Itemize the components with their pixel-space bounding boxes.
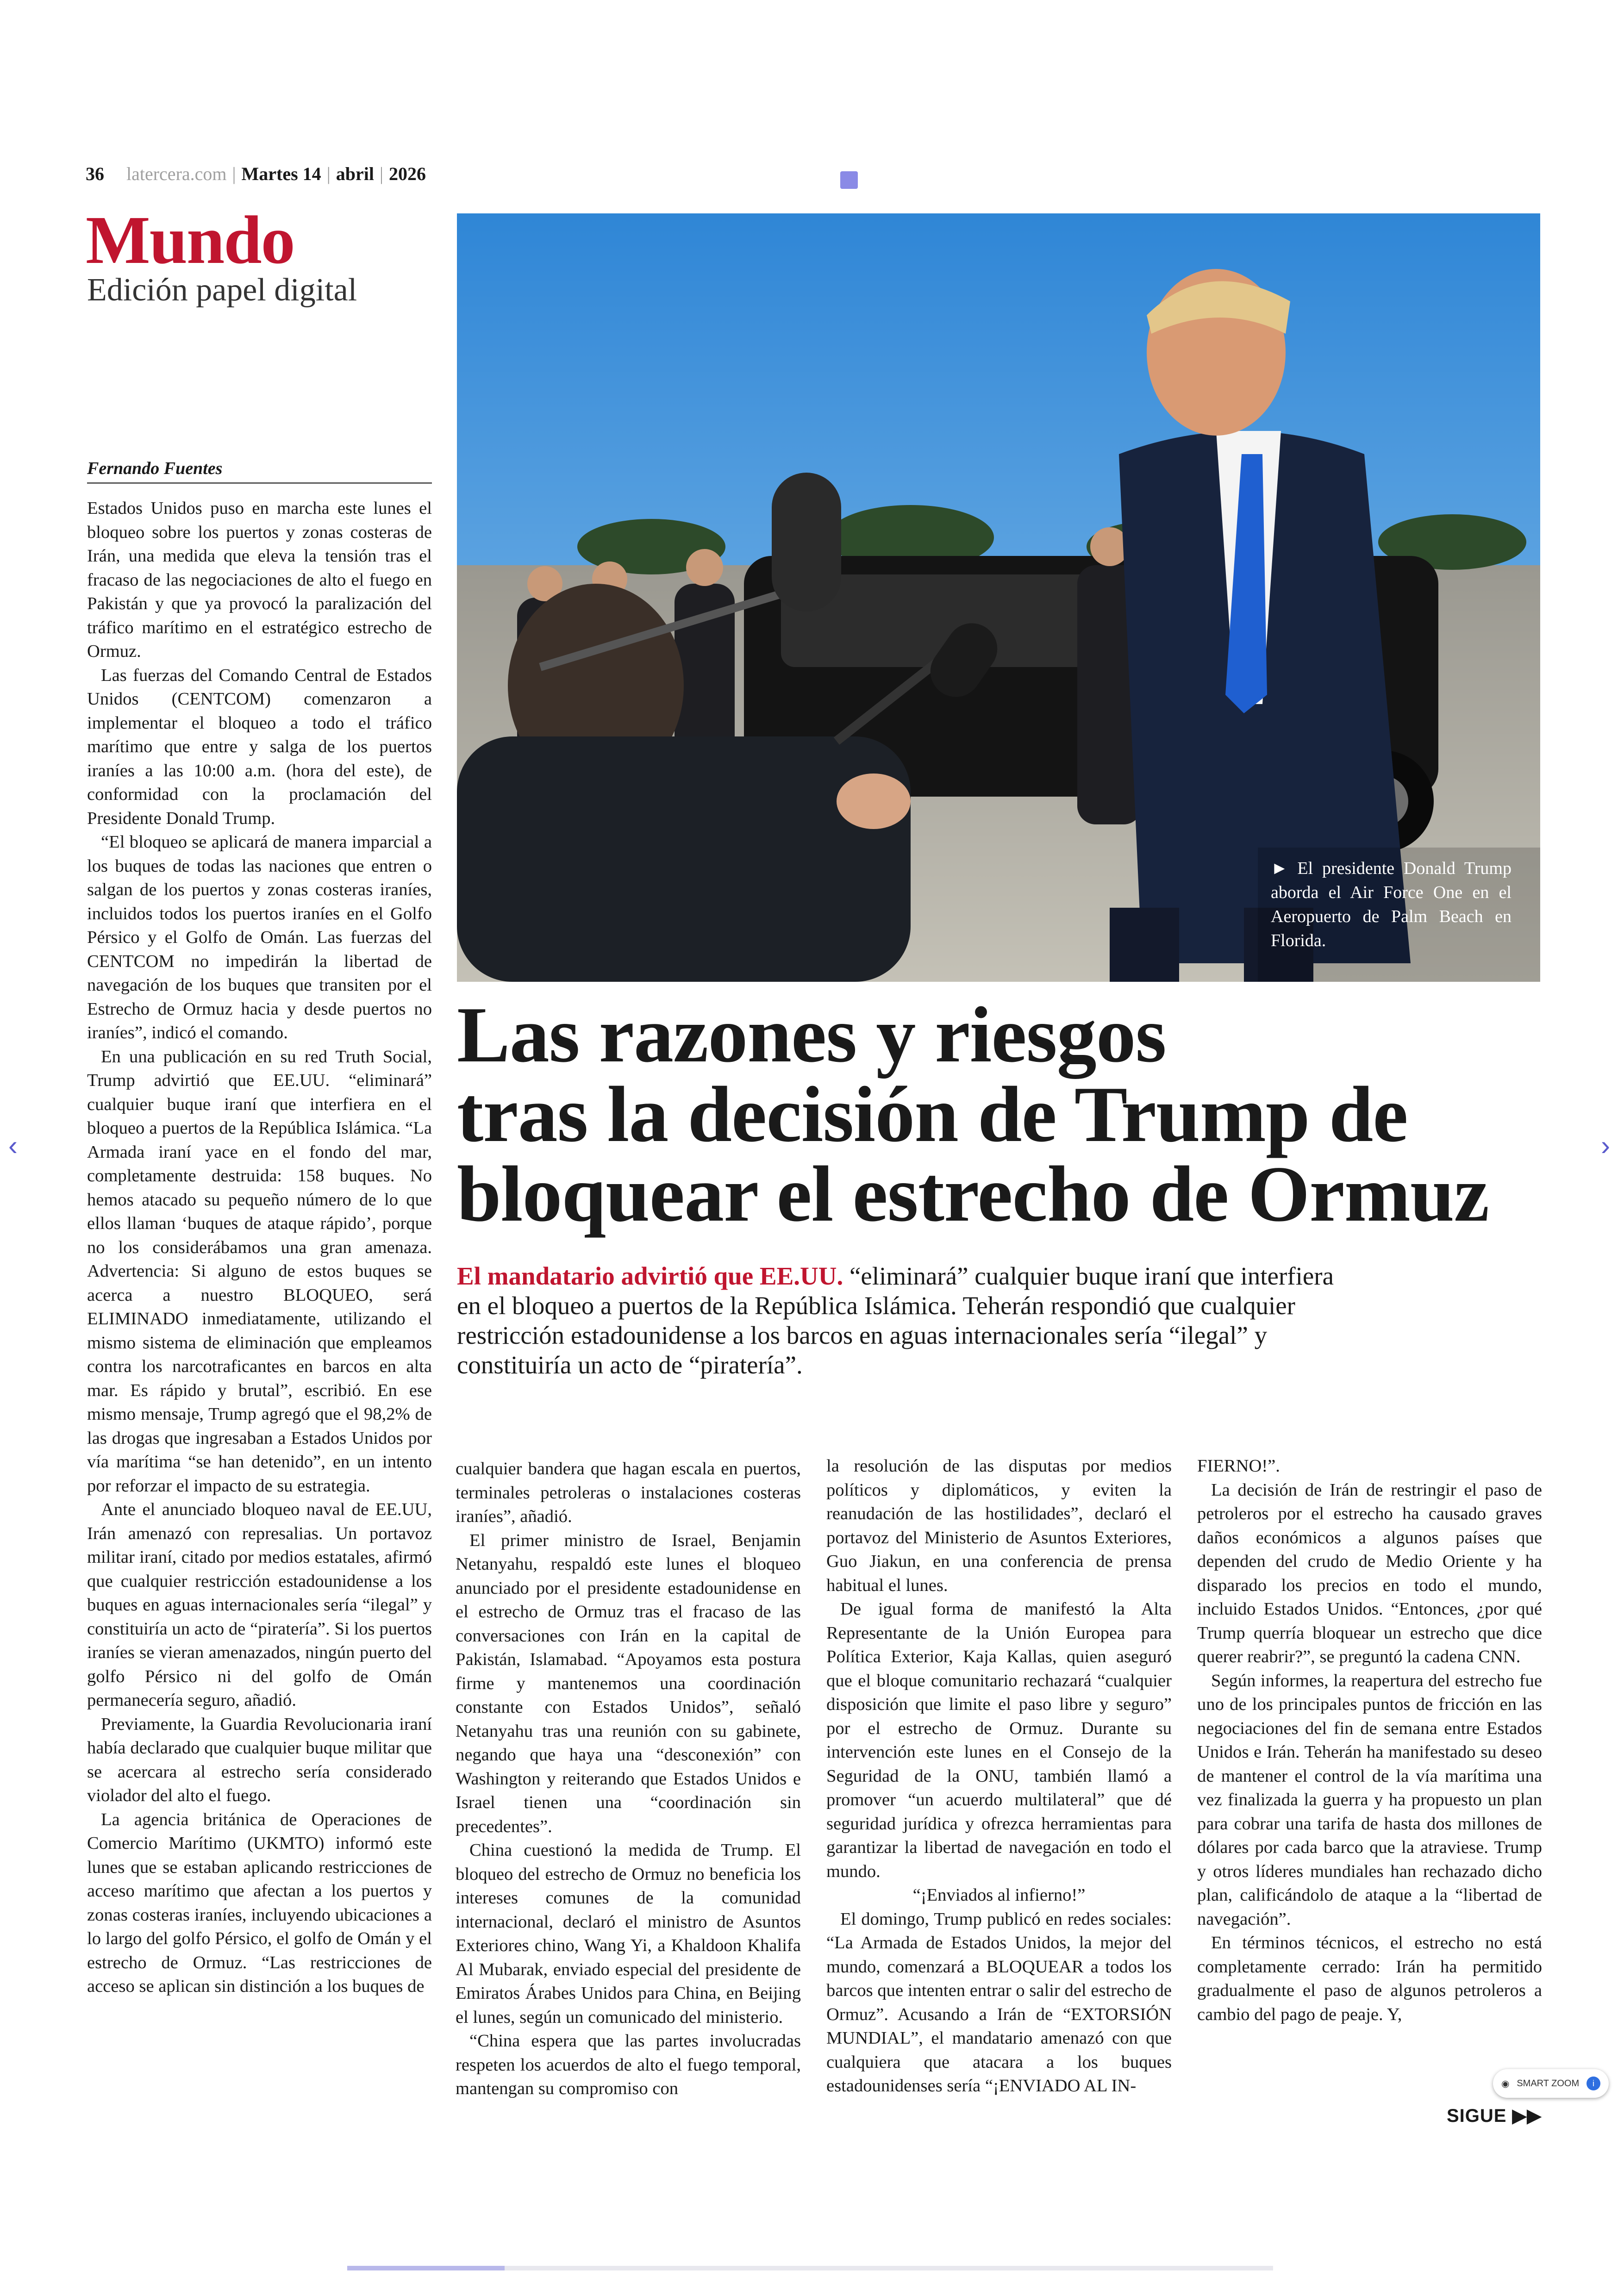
- header-divider: |: [326, 163, 331, 184]
- article-deck: [457, 1261, 1337, 1380]
- article-column-2: [456, 1457, 801, 2101]
- eye-icon: ◉: [1501, 2078, 1510, 2089]
- next-page-arrow-icon[interactable]: ›: [1601, 1130, 1610, 1161]
- prev-page-arrow-icon[interactable]: ‹: [8, 1130, 18, 1161]
- paragraph: En términos técnicos, el estrecho no está completamente cerrado: Irán ha permitido gradualmente el paso de algunos petroleros a cambio del pago de peaje. Y,: [1197, 1933, 1542, 2024]
- paragraph: Previamente, la Guardia Revolucionaria iraní había declarado que cualquier buque militar que se acercara al estrecho sería considerado violador del alto el fuego.: [87, 1714, 432, 1805]
- issue-year: 2026: [388, 163, 426, 184]
- smart-zoom-label: SMART ZOOM: [1517, 2078, 1580, 2089]
- subhead: “¡Enviados al infierno!”: [912, 1885, 1086, 1905]
- info-icon: i: [1587, 2077, 1600, 2090]
- headline-line: Las razones y riesgos: [457, 991, 1166, 1079]
- article-headline: [457, 991, 1568, 1238]
- article-column-4: [1197, 1454, 1542, 2027]
- issue-day: Martes 14: [241, 163, 321, 184]
- reading-progress-fill: [347, 2266, 505, 2270]
- paragraph: Ante el anunciado bloqueo naval de EE.UU, Irán amenazó con represalias. Un portavoz militar iraní, citado por medios estatales, afirmó que cualquier restricción estadounidense a los buques en aguas internacionales sería “ilegal” y constituiría un acto de “piratería”. Si los puertos iraníes se vieran amenazados, ningún puerto del golfo Pérsico ni del golfo de Omán permanecería seguro, añadió.: [87, 1500, 432, 1710]
- paragraph: Las fuerzas del Comando Central de Estados Unidos (CENTCOM) comenzaron a implementar el bloqueo a todo el tráfico marítimo que entre y salga de los puertos iraníes a las 10:00 a.m. (hora del este), de conformidad con la proclamación del Presidente Donald Trump.: [87, 665, 432, 828]
- paragraph: La decisión de Irán de restringir el paso de petroleros por el estrecho ha causado graves daños económicos a algunos países que dependen del crudo de Medio Oriente y ha disparado los precios en todo el mundo, incluido Estados Unidos. “Entonces, ¿por qué Trump querría bloquear un estrecho que dice querer reabrir?”, se preguntó la cadena CNN.: [1197, 1480, 1542, 1666]
- paragraph: De igual forma de manifestó la Alta Representante de la Unión Europea para Política Exterior, Kaja Kallas, quien aseguró que el bloque comunitario rechazará “cualquier disposición que limite el paso libre y seguro” por el estrecho de Ormuz. Durante su intervención este lunes en el Consejo de la Seguridad de la ONU, también llamó a promover “un acuerdo multilateral” que dé seguridad jurídica y ofrezca herramientas para garantizar la libertad de navegación en todo el mundo.: [826, 1599, 1172, 1881]
- smart-zoom-button[interactable]: [1493, 2069, 1609, 2098]
- article-author: Fernando Fuentes: [87, 458, 432, 484]
- page-number: 36: [86, 163, 104, 184]
- paragraph: “El bloqueo se aplicará de manera imparcial a los buques de todas las naciones que entren o salgan de los puertos y zonas costeras iraníes, incluidos todos los puertos iraníes en el Golfo Pérsico y el Golfo de Omán. Las fuerzas del CENTCOM no impedirán la libertad de navegación de los buques que transiten por el Estrecho de Ormuz hacia y desde puertos no iraníes”, indicó el comando.: [87, 832, 432, 1042]
- photo-caption: ► El presidente Donald Trump aborda el Air Force One en el Aeropuerto de Palm Beach en Florida.: [1271, 859, 1512, 950]
- paragraph: Según informes, la reapertura del estrecho fue uno de los principales puntos de fricción en las negociaciones del fin de semana entre Estados Unidos e Irán. Teherán ha manifestado su deseo de mantener el control de la vía marítima una vez finalizada la guerra y ha propuesto un plan para cobrar una tarifa de hasta dos millones de dólares por cada barco que la atraviese. Trump y otros líderes mundiales han rechazado dicho plan, calificándolo de ataque a la “libertad de navegación”.: [1197, 1671, 1542, 1929]
- paragraph: cualquier bandera que hagan escala en puertos, terminales petroleras o instalaciones costeras iraníes”, añadió.: [456, 1459, 801, 1526]
- paragraph: En una publicación en su red Truth Social, Trump advirtió que EE.UU. “eliminará” cualquier buque iraní que interfiera en el bloqueo a puertos de la República Islámica. “La Armada iraní yace en el fondo del mar, completamente destruida: 158 buques. No hemos atacado su pequeño número de lo que ellos llaman ‘buques de ataque rápido’, porque no los considerábamos una gran amenaza. Advertencia: Si alguno de estos buques se acerca a nuestro BLOQUEO, será ELIMINADO inmediatamente, utilizando el mismo sistema de eliminación que empleamos contra los narcotraficantes en barcos en alta mar. Es rápido y brutal”, escribió. En ese mismo mensaje, Trump agregó que el 98,2% de las drogas que ingresaban a Estados Unidos por vía marítima “se han detenido”, en un intento por reforzar el impacto de su estrategia.: [87, 1047, 432, 1496]
- article-column-1: [87, 497, 432, 1999]
- page-bookmark-marker[interactable]: [840, 171, 858, 189]
- header-divider: |: [379, 163, 383, 184]
- reading-progress-bar[interactable]: [347, 2266, 1273, 2270]
- headline-line: tras la decisión de Trump de: [457, 1071, 1408, 1159]
- deck-lead: El mandatario advirtió que EE.UU.: [457, 1262, 843, 1290]
- deck-text: “eliminará” cualquier buque iraní que interfiera en el bloqueo a puertos de la República Islámica. Teherán respondió que cualquier restricción estadounidense a los barcos en aguas internacionales sería “ilegal” y constituiría un acto de “piratería”.: [457, 1262, 1334, 1379]
- paragraph: La agencia británica de Operaciones de Comercio Marítimo (UKMTO) informó este lunes que se estaban aplicando restricciones de acceso marítimo que afectan a los puertos y zonas costeras iraníes, incluyendo ubicaciones a lo largo del golfo Pérsico, el golfo de Omán y el estrecho de Ormuz. “Las restricciones de acceso se aplican sin distinción a los buques de: [87, 1809, 432, 1996]
- paragraph: “China espera que las partes involucradas respeten los acuerdos de alto el fuego temporal, mantengan su compromiso con: [456, 2031, 801, 2098]
- site-name: latercera.com: [126, 163, 227, 184]
- continue-label: SIGUE ▶▶: [1447, 2106, 1542, 2126]
- article-column-3: [826, 1454, 1172, 2098]
- paragraph: Estados Unidos puso en marcha este lunes el bloqueo sobre los puertos y zonas costeras de Irán, una medida que eleva la tensión tras el fracaso de las negociaciones de alto el fuego en Pakistán y que ya provocó la paralización del tráfico marítimo en el estratégico estrecho de Ormuz.: [87, 499, 432, 661]
- section-title: Mundo: [86, 202, 294, 278]
- headline-line: bloquear el estrecho de Ormuz: [457, 1150, 1489, 1238]
- paragraph: El primer ministro de Israel, Benjamin Netanyahu, respaldó este lunes el bloqueo anunciado por el presidente estadounidense en el estrecho de Ormuz tras el fracaso de las conversaciones con Irán en la capital de Pakistán, Islamabad. “Apoyamos esta postura firme y mantenemos una coordinación constante con Estados Unidos”, señaló Netanyahu tras una reunión con su gabinete, negando que haya una “desconexión” con Washington y reiterando que Estados Unidos e Israel tienen una “coordinación sin precedentes”.: [456, 1530, 801, 1836]
- header-divider: |: [232, 163, 236, 184]
- section-subtitle: Edición papel digital: [87, 272, 357, 308]
- page-header: [86, 163, 426, 185]
- paragraph: El domingo, Trump publicó en redes sociales: “La Armada de Estados Unidos, la mejor del mundo, comenzará a BLOQUEAR a todos los barcos que intenten entrar o salir del estrecho de Ormuz”. Acusando a Irán de “EXTORSIÓN MUNDIAL”, el mandatario amenazó con que cualquiera que atacara a los buques estadounidenses sería “¡ENVIADO AL IN-: [826, 1909, 1172, 2095]
- issue-month: abril: [336, 163, 374, 184]
- paragraph: FIERNO!”.: [1197, 1456, 1280, 1476]
- paragraph: la resolución de las disputas por medios políticos y diplomáticos, y eviten la reanudación de las hostilidades”, declaró el portavoz del Ministerio de Asuntos Exteriores, Guo Jiakun, en una conferencia de prensa habitual el lunes.: [826, 1456, 1172, 1595]
- paragraph: China cuestionó la medida de Trump. El bloqueo del estrecho de Ormuz no beneficia los intereses comunes de la comunidad internacional, declaró el ministro de Asuntos Exteriores chino, Wang Yi, a Khaldoon Khalifa Al Mubarak, enviado especial del presidente de Emiratos Árabes Unidos para China, en Beijing el lunes, según un comunicado del ministerio.: [456, 1840, 801, 2027]
